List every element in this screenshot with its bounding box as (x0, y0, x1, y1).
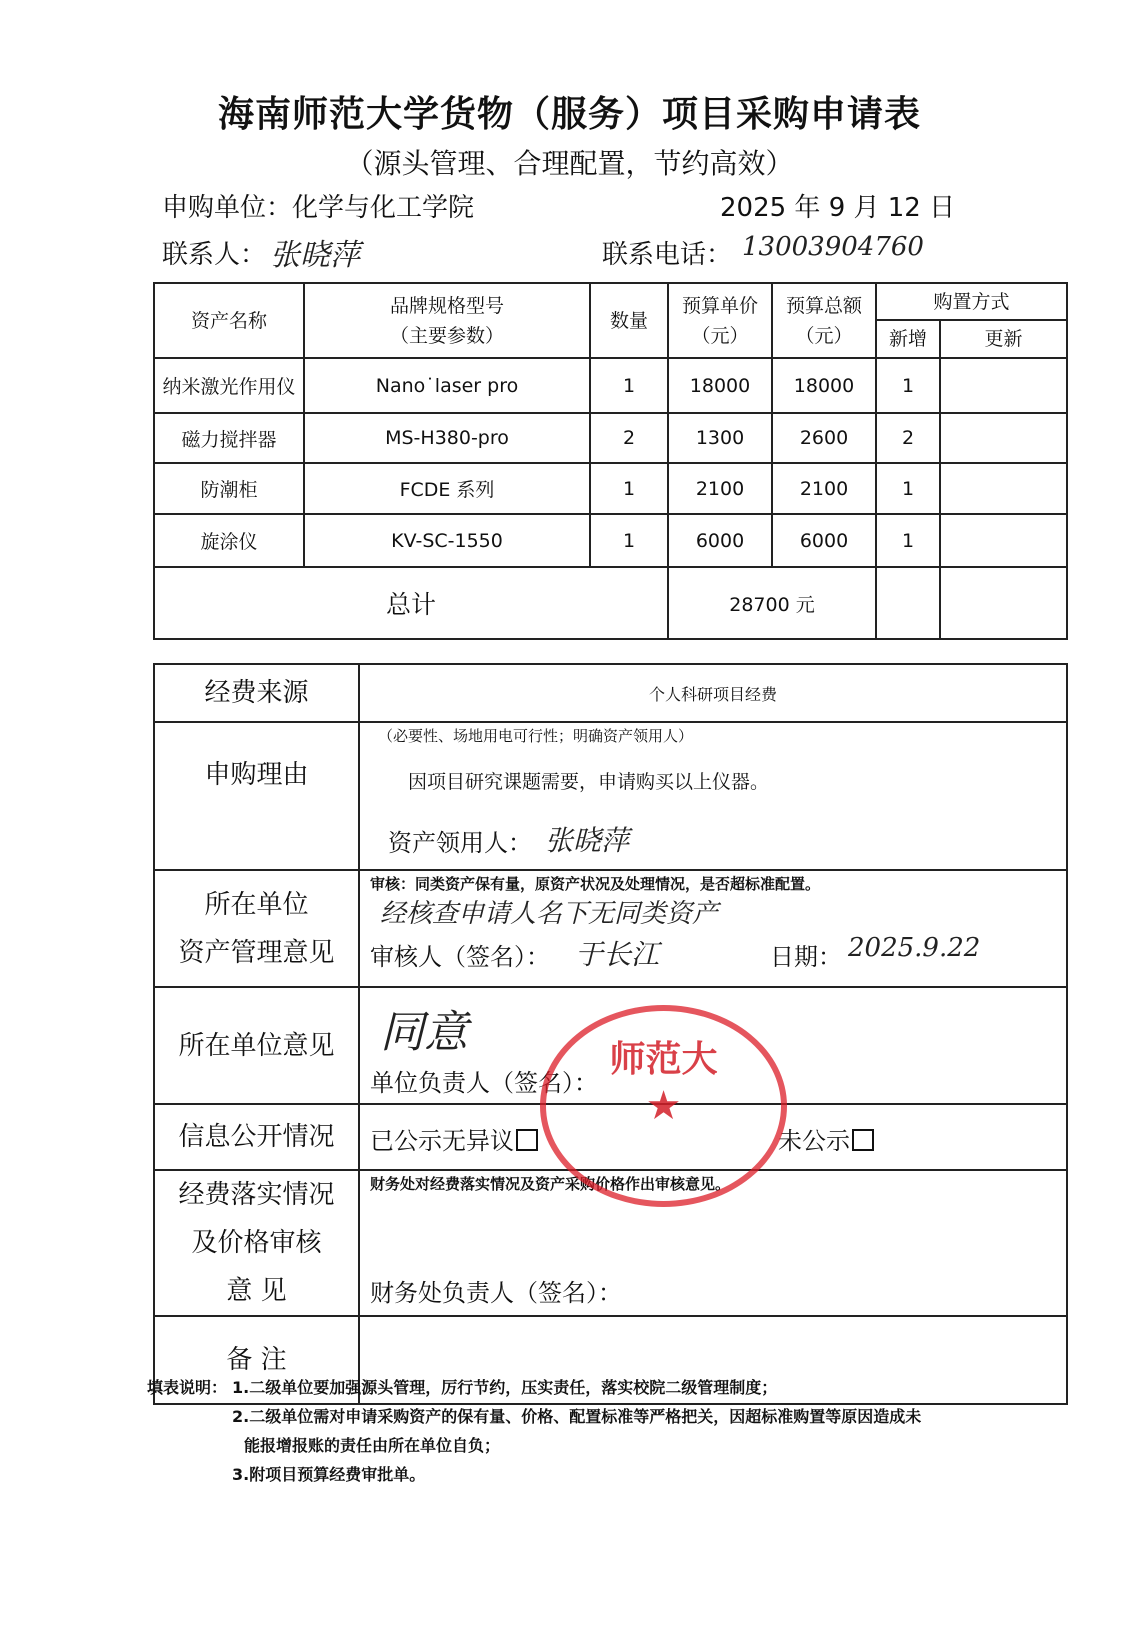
note-item: 2.二级单位需对申请采购资产的保有量、价格、配置标准等严格把关，因超标准购置等原因造成未 (232, 1407, 922, 1426)
asset-mgmt-label: 所在单位 资产管理意见 (154, 870, 359, 987)
asset-total: 2100 (772, 463, 876, 514)
table-row (154, 463, 1067, 514)
reviewer-label: 审核人（签名）： (370, 943, 550, 971)
phone-value: 13003904760 (742, 232, 924, 262)
header-purchase-method: 购置方式 (876, 283, 1067, 320)
asset-price: 6000 (668, 514, 772, 567)
asset-update (940, 358, 1067, 413)
total-label: 总计 (154, 567, 668, 639)
asset-name: 磁力搅拌器 (154, 413, 304, 463)
review-date-value: 2025.9.22 (848, 933, 981, 963)
asset-new: 1 (876, 514, 940, 567)
finance-head-label: 财务处负责人（签名）： (370, 1279, 622, 1307)
asset-model: FCDE 系列 (304, 463, 590, 514)
disclosure-label: 信息公开情况 (154, 1104, 359, 1170)
asset-total: 18000 (772, 358, 876, 413)
notes-prefix: 填表说明： (147, 1378, 228, 1397)
asset-mgmt-cell (359, 870, 1067, 987)
funding-value: 个人科研项目经费 (359, 664, 1067, 722)
asset-mgmt-handwritten: 经核查申请人名下无同类资产 (380, 899, 719, 929)
checkbox-icon (516, 1129, 538, 1151)
asset-new: 2 (876, 413, 940, 463)
recipient-signature: 张晓萍 (545, 824, 630, 857)
asset-name: 旋涂仪 (154, 514, 304, 567)
recipient-label: 资产领用人： (388, 829, 532, 857)
asset-total: 2600 (772, 413, 876, 463)
note-item: 1.二级单位要加强源头管理，厉行节约，压实责任，落实校院二级管理制度； (232, 1378, 778, 1397)
asset-model: KV-SC-1550 (304, 514, 590, 567)
disclosure-option-published[interactable]: 已公示无异议 (370, 1121, 538, 1156)
asset-total: 6000 (772, 514, 876, 567)
form-title: 海南师范大学货物（服务）项目采购申请表 (217, 94, 921, 135)
header-update: 更新 (940, 320, 1067, 358)
unit-opinion-label: 所在单位意见 (154, 987, 359, 1104)
asset-model: Nano˙laser pro (304, 358, 590, 413)
contact-name-signature: 张晓萍 (270, 238, 360, 273)
application-date: 2025 年 9 月 12 日 (720, 193, 956, 223)
disclosure-option-unpublished[interactable]: 未公示 (778, 1121, 874, 1156)
checkbox-icon (852, 1129, 874, 1151)
remarks-label: 备 注 (154, 1316, 359, 1404)
funding-label: 经费来源 (154, 664, 359, 722)
header-brand-model: 品牌规格型号 （主要参数） (304, 283, 590, 358)
table-row (154, 413, 1067, 463)
header-asset-name: 资产名称 (154, 283, 304, 358)
asset-model: MS-H380-pro (304, 413, 590, 463)
reason-hint: （必要性、场地用电可行性；明确资产领用人） (378, 727, 694, 745)
header-total: 预算总额 （元） (772, 283, 876, 358)
phone-label: 联系电话： (602, 240, 733, 270)
header-unit-price: 预算单价 （元） (668, 283, 772, 358)
applicant-unit: 申购单位：化学与化工学院 (162, 193, 475, 223)
header-new: 新增 (876, 320, 940, 358)
asset-price: 1300 (668, 413, 772, 463)
total-row (154, 567, 1067, 639)
finance-hint: 财务处对经费落实情况及资产采购价格作出审核意见。 (370, 1175, 731, 1193)
note-item: 3.附项目预算经费审批单。 (232, 1465, 426, 1484)
table-row (154, 514, 1067, 567)
asset-new: 1 (876, 358, 940, 413)
asset-qty: 1 (590, 358, 668, 413)
asset-qty: 1 (590, 463, 668, 514)
table-row (154, 358, 1067, 413)
asset-name: 防潮柜 (154, 463, 304, 514)
finance-label: 经费落实情况 及价格审核 意 见 (154, 1170, 359, 1316)
total-new-empty (876, 567, 940, 639)
header-quantity: 数量 (590, 283, 668, 358)
total-value: 28700 元 (668, 567, 876, 639)
form-subtitle: （源头管理、合理配置，节约高效） (345, 147, 794, 180)
asset-qty: 1 (590, 514, 668, 567)
official-seal: 师范大 ★ (540, 1005, 787, 1207)
unit-opinion-handwritten: 同意 (380, 1007, 468, 1058)
items-table (153, 282, 1068, 640)
asset-price: 2100 (668, 463, 772, 514)
reason-label: 申购理由 (154, 722, 359, 870)
review-date-label: 日期： (770, 943, 842, 971)
asset-qty: 2 (590, 413, 668, 463)
asset-price: 18000 (668, 358, 772, 413)
total-update-empty (940, 567, 1067, 639)
reviewer-signature: 于长江 (575, 938, 660, 971)
note-item: 能报增报账的责任由所在单位自负； (244, 1436, 501, 1455)
star-icon: ★ (645, 1083, 682, 1129)
contact-label: 联系人： (162, 240, 267, 270)
asset-new: 1 (876, 463, 940, 514)
asset-mgmt-hint: 审核：同类资产保有量，原资产状况及处理情况，是否超标准配置。 (370, 875, 821, 893)
asset-update (940, 463, 1067, 514)
reason-cell (359, 722, 1067, 870)
unit-head-label: 单位负责人（签名）： (370, 1069, 598, 1097)
reason-text: 因项目研究课题需要，申请购买以上仪器。 (408, 771, 770, 793)
asset-name: 纳米激光作用仪 (154, 358, 304, 413)
asset-update (940, 413, 1067, 463)
asset-update (940, 514, 1067, 567)
